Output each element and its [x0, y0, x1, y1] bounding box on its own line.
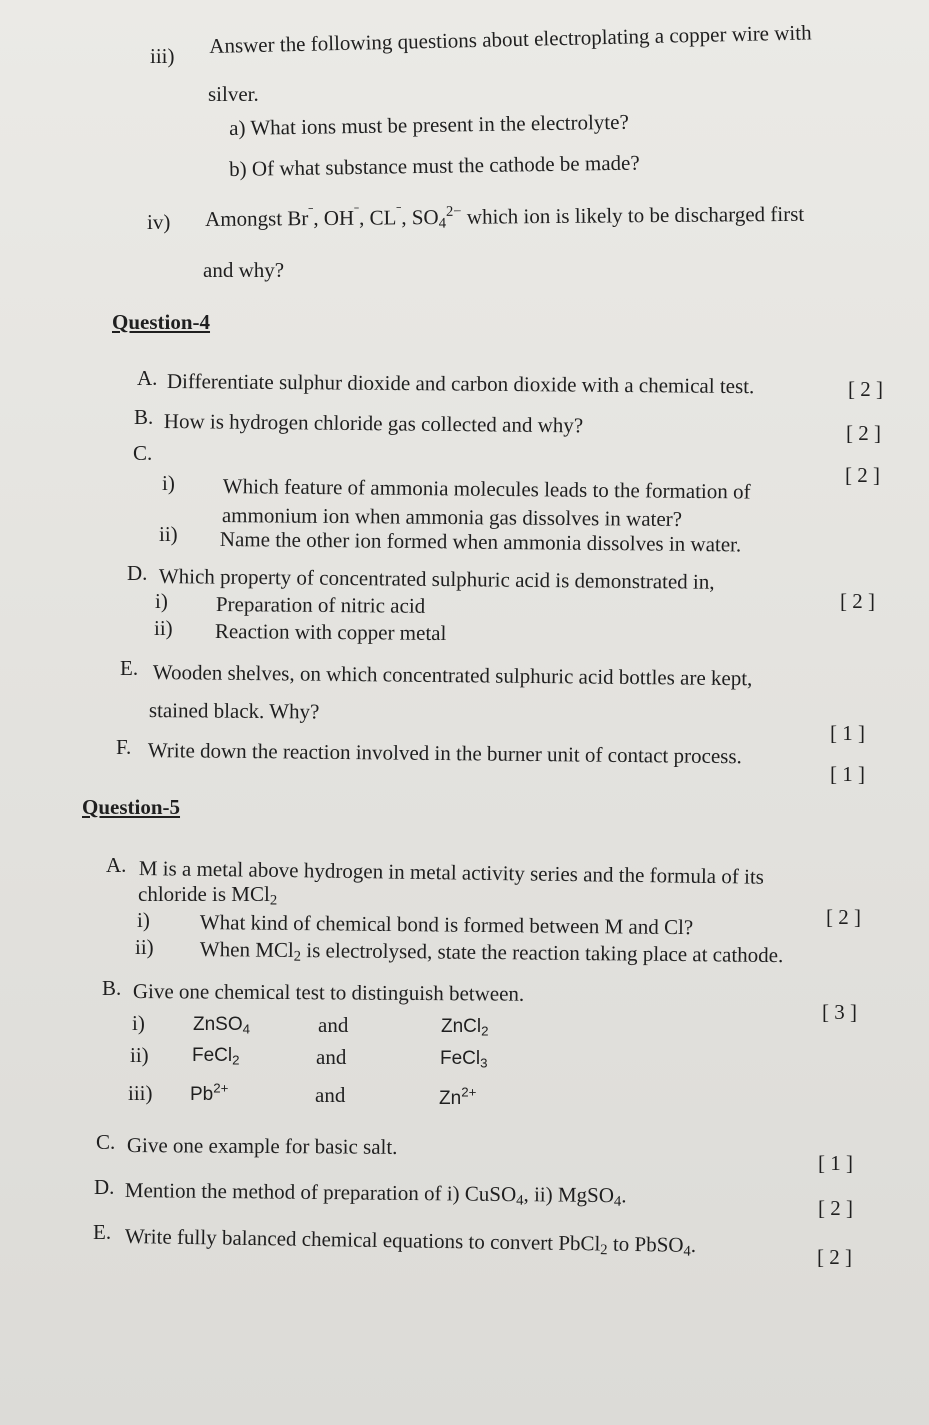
q4-a-label: A.	[137, 366, 158, 390]
q5-c-label: C.	[96, 1130, 116, 1154]
q5-b-iii-and: and	[315, 1083, 346, 1107]
q4-c-i-number: i)	[162, 471, 175, 495]
q4-d-marks: [ 2 ]	[840, 589, 875, 613]
q5-a-ii-number: ii)	[135, 935, 154, 959]
q4-d-i-text: Preparation of nitric acid	[215, 592, 426, 618]
q5-b-i-right: ZnCl$_2$	[441, 1016, 489, 1039]
q4-a-marks: [ 2 ]	[848, 377, 883, 401]
q3-iv-number: iv)	[147, 210, 171, 234]
q4-d-i-number: i)	[155, 589, 168, 613]
q5-b-iii-right: $Zn^{2+}$	[439, 1084, 477, 1109]
q5-b-iii-number: iii)	[128, 1081, 153, 1105]
q4-a-text: Differentiate sulphur dioxide and carbon dioxide with a chemical test.	[166, 369, 755, 399]
q5-e-text: Write fully balanced chemical equations to convert PbCl$_2$ to PbSO$_4$.	[124, 1224, 697, 1260]
q4-e-line1: Wooden shelves, on which concentrated sulphuric acid bottles are kept,	[152, 660, 753, 691]
q4-c-i-line1: Which feature of ammonia molecules leads to the formation of	[222, 474, 751, 504]
q5-b-i-number: i)	[132, 1011, 145, 1035]
q4-f-label: F.	[116, 735, 132, 759]
q5-a-label: A.	[106, 853, 127, 877]
q3-iii-line1: Answer the following questions about electroplating a copper wire with	[209, 20, 812, 58]
q5-b-text: Give one chemical test to distinguish between.	[132, 979, 525, 1006]
q4-e-label: E.	[120, 656, 139, 680]
q5-e-marks: [ 2 ]	[817, 1245, 852, 1269]
q3-iii-number: iii)	[150, 44, 175, 68]
q5-d-marks: [ 2 ]	[818, 1196, 853, 1220]
q3-iii-b: b) Of what substance must the cathode be made?	[229, 150, 640, 181]
q5-a-ii-text: When MCl$_2$ is electrolysed, state the reaction taking place at cathode.	[199, 937, 784, 968]
q4-heading: Question-4	[112, 310, 211, 334]
q4-c-label: C.	[133, 441, 153, 465]
q5-heading: Question-5	[82, 795, 181, 819]
q5-c-text: Give one example for basic salt.	[126, 1133, 398, 1159]
q5-a-i-number: i)	[137, 908, 150, 932]
q5-c-marks: [ 1 ]	[818, 1151, 853, 1175]
q5-b-i-left: ZnSO$_4$	[193, 1014, 251, 1037]
q3-iii-a: a) What ions must be present in the electrolyte?	[229, 109, 629, 140]
q4-b-text: How is hydrogen chloride gas collected and why?	[163, 409, 584, 438]
q5-b-marks: [ 3 ]	[822, 1000, 857, 1024]
q4-c-ii-number: ii)	[159, 522, 178, 546]
q4-f-text: Write down the reaction involved in the burner unit of contact process.	[147, 738, 742, 769]
q3-iii-line2: silver.	[208, 82, 259, 106]
q4-e-marks: [ 1 ]	[830, 721, 865, 745]
q5-b-iii-left: $Pb^{2+}$	[190, 1080, 229, 1105]
q4-d-ii-number: ii)	[154, 616, 173, 640]
q4-b-label: B.	[134, 405, 154, 429]
q4-b-marks: [ 2 ]	[846, 421, 881, 445]
q5-d-text: Mention the method of preparation of i) CuSO$_4$, ii) MgSO$_4$.	[124, 1178, 627, 1210]
q4-d-label: D.	[127, 561, 148, 585]
q4-c-marks: [ 2 ]	[845, 463, 880, 487]
q5-a-marks: [ 2 ]	[826, 905, 861, 929]
q5-b-label: B.	[102, 976, 122, 1000]
q4-d-text: Which property of concentrated sulphuric acid is demonstrated in,	[158, 564, 715, 594]
q5-d-label: D.	[94, 1175, 115, 1199]
q5-e-label: E.	[93, 1220, 112, 1244]
q5-a-i-text: What kind of chemical bond is formed between M and Cl?	[199, 910, 694, 940]
q5-b-ii-number: ii)	[130, 1043, 149, 1067]
q5-b-i-and: and	[318, 1013, 349, 1037]
q5-a-line1: M is a metal above hydrogen in metal activity series and the formula of its	[138, 856, 765, 889]
q4-d-ii-text: Reaction with copper metal	[214, 619, 447, 646]
q5-a-line2: chloride is MCl$_2$	[138, 882, 278, 909]
q5-b-ii-right: FeCl$_3$	[440, 1048, 488, 1071]
q4-f-marks: [ 1 ]	[830, 762, 865, 786]
q5-b-ii-left: FeCl$_2$	[192, 1045, 240, 1068]
q4-c-ii-text: Name the other ion formed when ammonia dissolves in water.	[219, 527, 742, 557]
q4-c-i-line2: ammonium ion when ammonia gas dissolves in water?	[221, 503, 683, 532]
q4-e-line2: stained black. Why?	[148, 698, 320, 724]
q3-iv-line2: and why?	[203, 258, 285, 282]
q3-iv-line1: Amongst $Br^ˉ$, $OH^ˉ$, $CL^ˉ$, $SO_4^{2-}$ which ion is likely to be discharged first	[205, 201, 805, 232]
q5-b-ii-and: and	[316, 1045, 347, 1069]
